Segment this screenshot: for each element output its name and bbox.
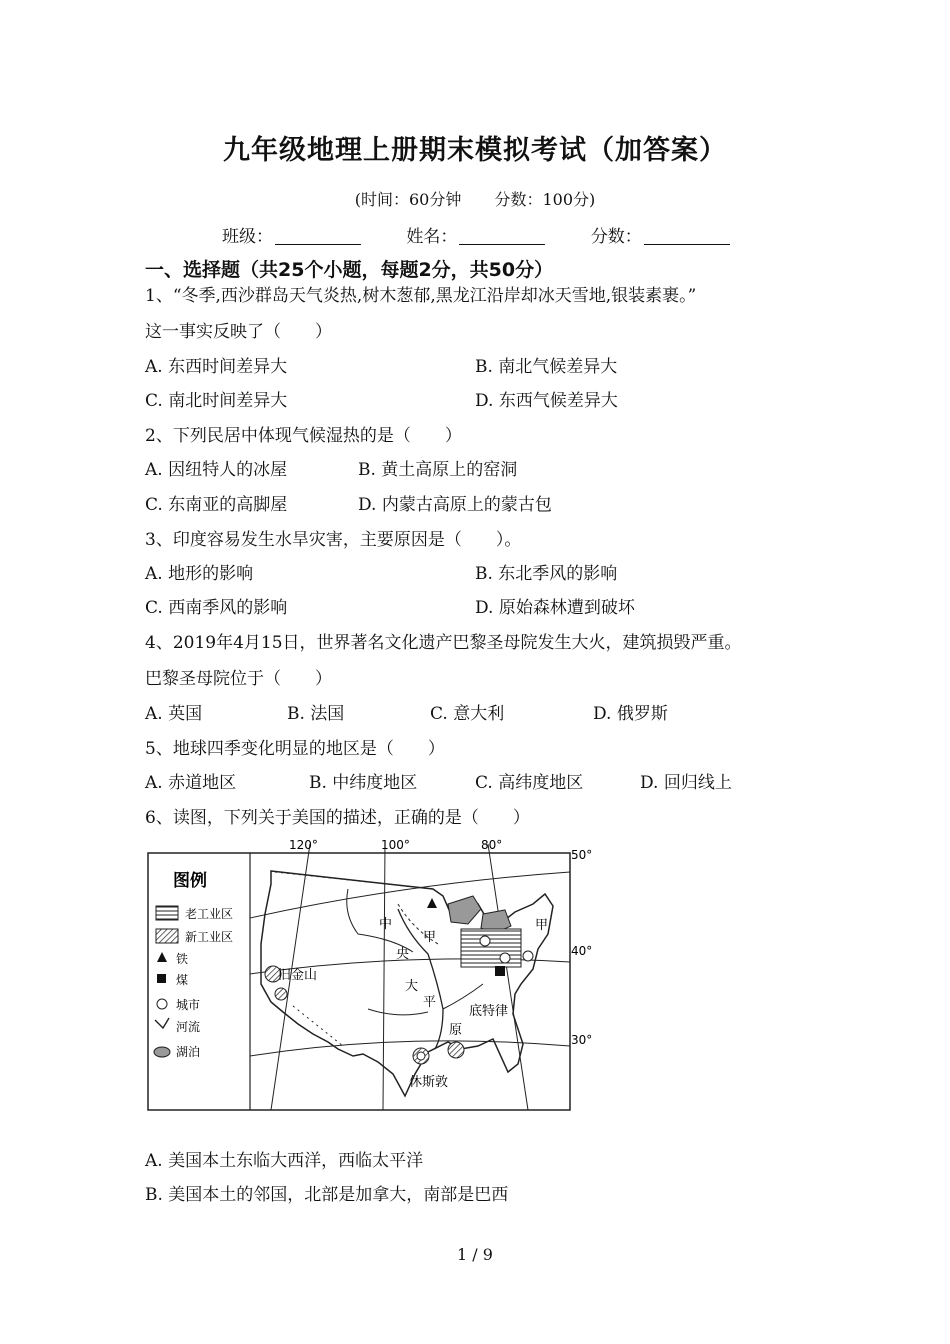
q3-option-d[interactable]: D. 原始森林遭到破坏: [475, 598, 635, 618]
q4-option-c[interactable]: C. 意大利: [430, 704, 505, 724]
score-field[interactable]: [591, 222, 730, 247]
legend-title: 图例: [173, 871, 207, 891]
page-title: 九年级地理上册期末模拟考试（加答案）: [223, 135, 727, 166]
q2-option-c[interactable]: C. 东南亚的高脚屋: [145, 495, 288, 515]
coal-deposit: [495, 966, 505, 976]
q1-option-b[interactable]: B. 南北气候差异大: [475, 357, 618, 377]
q4-stem-line2: 巴黎圣母院位于（ ）: [145, 669, 332, 689]
lake-icon: [154, 1047, 170, 1057]
q5-option-b[interactable]: B. 中纬度地区: [309, 773, 418, 793]
q5-option-a[interactable]: A. 赤道地区: [145, 773, 237, 793]
q3-option-c[interactable]: C. 西南季风的影响: [145, 598, 288, 618]
class-blank[interactable]: [275, 228, 361, 245]
city-icon: [157, 999, 167, 1009]
lat-30: 30°: [571, 1033, 593, 1047]
legend-lake: 湖泊: [176, 1045, 201, 1059]
name-field[interactable]: [406, 222, 545, 247]
label-jia-west: 甲: [423, 930, 437, 945]
name-blank[interactable]: [459, 228, 545, 245]
lat-40: 40°: [571, 944, 593, 958]
q5-option-c[interactable]: C. 高纬度地区: [475, 773, 584, 793]
student-fields: [222, 222, 770, 247]
legend-new-industry: 新工业区: [185, 930, 234, 944]
q3-stem: 3、印度容易发生水旱灾害，主要原因是（ ）。: [145, 530, 522, 550]
city-newyork: [523, 951, 533, 961]
label-da: 大: [405, 979, 419, 994]
label-houston: 休斯敦: [409, 1075, 449, 1090]
legend-old-industry: 老工业区: [185, 907, 234, 921]
q1-option-c[interactable]: C. 南北时间差异大: [145, 391, 288, 411]
la-industry: [275, 988, 287, 1000]
exam-meta: [0, 187, 950, 210]
legend-river: 河流: [176, 1020, 201, 1034]
q5-stem: 5、地球四季变化明显的地区是（ ）: [145, 739, 445, 759]
q2-option-d[interactable]: D. 内蒙古高原上的蒙古包: [358, 495, 552, 515]
label-jia-east: 甲: [535, 918, 549, 933]
q1-option-d[interactable]: D. 东西气候差异大: [475, 391, 618, 411]
q2-option-a[interactable]: A. 因纽特人的冰屋: [145, 460, 288, 480]
label-yuan: 原: [449, 1023, 463, 1038]
exam-time: (时间：60分钟: [354, 190, 462, 209]
map-frame: [148, 853, 570, 1110]
label-yang: 央: [396, 947, 410, 962]
gulf-industry: [448, 1042, 464, 1058]
usa-industry-map: [143, 834, 603, 1116]
lon-100: 100°: [381, 838, 410, 852]
lon-80: 80°: [481, 838, 503, 852]
q2-stem: 2、下列民居中体现气候湿热的是（ ）: [145, 426, 462, 446]
q4-option-d[interactable]: D. 俄罗斯: [593, 704, 668, 724]
city-pittsburgh: [500, 953, 510, 963]
q1-option-a[interactable]: A. 东西时间差异大: [145, 357, 288, 377]
q4-option-b[interactable]: B. 法国: [287, 704, 345, 724]
q1-stem-line2: 这一事实反映了（ ）: [145, 322, 332, 342]
old-industry-swatch: [156, 906, 178, 920]
q3-option-a[interactable]: A. 地形的影响: [145, 564, 254, 584]
legend-iron: 铁: [176, 952, 189, 966]
class-field[interactable]: [222, 222, 361, 247]
lon-120: 120°: [289, 838, 318, 852]
q4-stem-line1: 4、2019年4月15日，世界著名文化遗产巴黎圣母院发生大火，建筑损毁严重。: [145, 633, 742, 653]
legend-city: 城市: [176, 998, 201, 1012]
q6-option-a[interactable]: A. 美国本土东临大西洋，西临太平洋: [145, 1151, 424, 1171]
exam-score: 分数：100分): [494, 190, 596, 209]
score-label: 分数：: [590, 227, 642, 247]
section-heading: 一、选择题（共25个小题，每题2分，共50分）: [145, 259, 554, 281]
class-label: 班级：: [222, 227, 273, 247]
page-number: 1 / 9: [457, 1245, 493, 1264]
score-blank[interactable]: [644, 228, 730, 245]
legend-coal: 煤: [176, 973, 189, 987]
label-san-francisco: 旧金山: [278, 968, 318, 983]
q2-option-b[interactable]: B. 黄土高原上的窑洞: [358, 460, 518, 480]
lat-50: 50°: [571, 848, 593, 862]
new-industry-swatch: [156, 929, 178, 943]
coal-icon: [157, 974, 166, 983]
q3-option-b[interactable]: B. 东北季风的影响: [475, 564, 618, 584]
old-industrial-zone: [461, 929, 521, 967]
q6-option-b[interactable]: B. 美国本土的邻国，北部是加拿大，南部是巴西: [145, 1185, 509, 1205]
q4-option-a[interactable]: A. 英国: [145, 704, 203, 724]
q1-stem-line1: 1、“冬季,西沙群岛天气炎热,树木葱郁,黑龙江沿岸却冰天雪地,银装素裹。”: [145, 286, 697, 306]
city-detroit: [480, 936, 490, 946]
city-houston: [417, 1052, 425, 1060]
label-detroit: 底特律: [469, 1004, 509, 1019]
q5-option-d[interactable]: D. 回归线上: [640, 773, 732, 793]
label-zhong: 中: [379, 917, 393, 932]
name-label: 姓名：: [406, 227, 458, 247]
q6-stem: 6、读图，下列关于美国的描述，正确的是（ ）: [145, 808, 530, 828]
label-ping: 平: [423, 995, 437, 1010]
